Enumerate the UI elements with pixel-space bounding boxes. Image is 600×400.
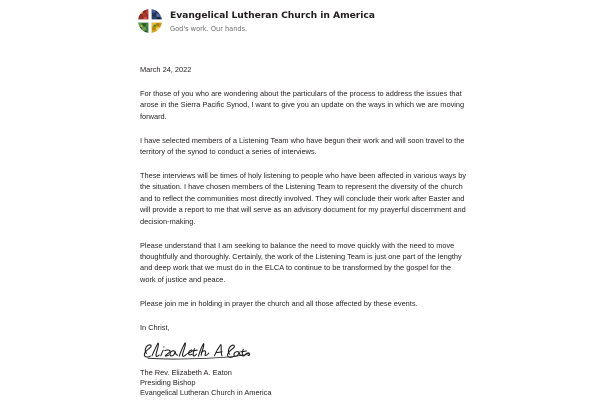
letter-paragraph: Please understand that I am seeking to balance the need to move quickly with the need to move thoughtfully and thoroughly. Certainly, the work of the Listening Team is just one part of the lengthy and deep work that we must do in the ELCA to continue to be transformed by the gospel for the work of justice and peace.	[140, 240, 462, 284]
letterhead	[137, 8, 375, 34]
letter-paragraph: I have selected members of a Listening Team who have begun their work and will soon travel to the territory of the synod to conduct a series of interviews.	[140, 135, 465, 157]
elca-cross-emblem-icon	[137, 8, 163, 34]
handwritten-signature-icon	[140, 339, 252, 363]
signer-organization: Evangelical Lutheran Church in America	[140, 388, 272, 398]
letter-closing: In Christ,	[140, 322, 170, 332]
signer-title: Presiding Bishop	[140, 378, 196, 388]
letter-paragraph: For those of you who are wondering about the particulars of the process to address the issues that arose in the Sierra Pacific Synod, I want to give you an update on the ways in which we are moving forward.	[140, 89, 465, 121]
letter-date: March 24, 2022	[140, 65, 192, 74]
signer-name: The Rev. Elizabeth A. Eaton	[140, 368, 232, 377]
letter-paragraph: These interviews will be times of holy listening to people who have been affected in various ways by the situation. I have chosen members of the Listening Team to represent the diversity of the church and to reflect the communities most directly involved. They will conclude their work after Easter and will provide a report to me that will serve as an advisory document for my prayerful discernment and decision-making.	[140, 171, 467, 226]
organization-tagline: God's work. Our hands.	[170, 24, 248, 33]
letterhead-text	[170, 8, 375, 34]
letter-body	[140, 64, 467, 399]
signature-block	[140, 368, 467, 399]
letter-paragraph: Please join me in holding in prayer the church and all those affected by these events.	[140, 298, 418, 308]
organization-name: Evangelical Lutheran Church in America	[170, 10, 375, 21]
